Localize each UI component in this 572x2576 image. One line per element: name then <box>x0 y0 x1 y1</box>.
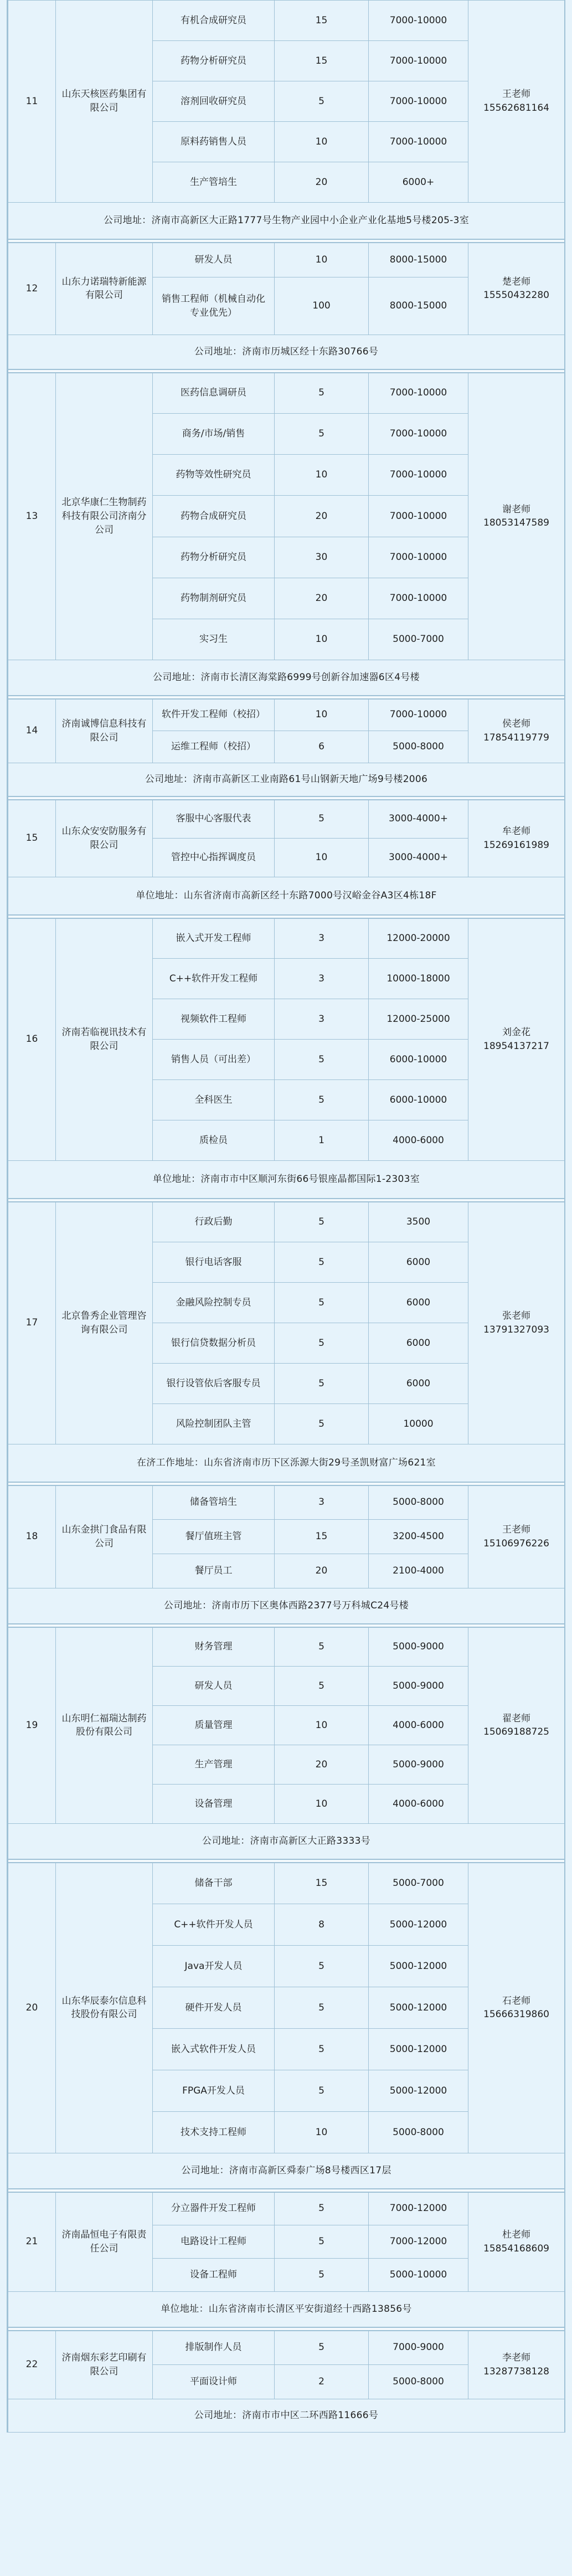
contact-cell <box>468 1627 565 1824</box>
headcount: 5 <box>275 81 369 122</box>
company-address: 公司地址：济南市历下区奥体西路2377号万科城C24号楼 <box>8 1588 565 1624</box>
salary-range: 5000-9000 <box>369 1667 468 1706</box>
salary-range: 5000-8000 <box>369 2365 468 2399</box>
contact-cell <box>468 699 565 763</box>
contact-name: 李老师 <box>502 2352 530 2364</box>
headcount: 15 <box>275 1520 369 1554</box>
salary-range: 5000-12000 <box>369 2029 468 2070</box>
position-title: 餐厅值班主管 <box>153 1520 275 1554</box>
job-row <box>8 1202 565 1242</box>
company-number: 15 <box>8 800 56 877</box>
headcount: 5 <box>275 373 369 414</box>
job-row <box>8 1863 565 1904</box>
job-row <box>8 2192 565 2225</box>
headcount: 5 <box>275 2029 369 2070</box>
company-number: 21 <box>8 2192 56 2292</box>
contact-name: 牟老师 <box>502 826 530 837</box>
address-row <box>8 335 565 369</box>
salary-range: 6000-10000 <box>369 1040 468 1080</box>
contact-phone[interactable]: 13287738128 <box>483 2366 549 2377</box>
contact-name: 王老师 <box>502 1524 530 1536</box>
position-title: 金融风险控制专员 <box>153 1283 275 1323</box>
company-address: 公司地址：济南市高新区舜泰广场8号楼西区17层 <box>8 2153 565 2189</box>
jobs-table-body <box>8 1 565 2433</box>
contact-cell <box>468 1202 565 1444</box>
headcount: 10 <box>275 839 369 877</box>
job-row <box>8 243 565 277</box>
contact-cell <box>468 1 565 203</box>
company-name: 山东华辰泰尔信息科技股份有限公司 <box>56 1863 153 2153</box>
position-title: 药物等效性研究员 <box>153 455 275 496</box>
company-address: 公司地址：济南市高新区工业南路61号山钢新天地广场9号楼2006 <box>8 763 565 796</box>
position-title: 储备管培生 <box>153 1485 275 1520</box>
address-row <box>8 1444 565 1482</box>
company-number: 17 <box>8 1202 56 1444</box>
position-title: 行政后勤 <box>153 1202 275 1242</box>
salary-range: 7000-10000 <box>369 496 468 537</box>
position-title: 餐厅员工 <box>153 1554 275 1588</box>
headcount: 5 <box>275 2331 369 2365</box>
salary-range: 5000-9000 <box>369 1627 468 1667</box>
headcount: 6 <box>275 731 369 763</box>
company-name: 北京华康仁生物制药科技有限公司济南分公司 <box>56 373 153 660</box>
headcount: 5 <box>275 1040 369 1080</box>
headcount: 5 <box>275 2192 369 2225</box>
position-title: 视频软件工程师 <box>153 999 275 1040</box>
salary-range: 7000-10000 <box>369 122 468 162</box>
company-number: 14 <box>8 699 56 763</box>
company-name: 北京鲁秀企业管理咨询有限公司 <box>56 1202 153 1444</box>
position-title: 商务/市场/销售 <box>153 414 275 455</box>
company-number: 22 <box>8 2331 56 2399</box>
headcount: 5 <box>275 1364 369 1404</box>
company-address: 公司地址：济南市高新区大正路1777号生物产业园中小企业产业化基地5号楼205-3室 <box>8 203 565 239</box>
company-name: 山东明仁福瑞达制药股份有限公司 <box>56 1627 153 1824</box>
company-number: 20 <box>8 1863 56 2153</box>
position-title: 硬件开发人员 <box>153 1987 275 2029</box>
job-row <box>8 2331 565 2365</box>
company-name: 济南烟东彩艺印刷有限公司 <box>56 2331 153 2399</box>
position-title: 质检员 <box>153 1120 275 1161</box>
address-row <box>8 877 565 915</box>
company-address: 在济工作地址：山东省济南市历下区泺源大街29号圣凯财富广场621室 <box>8 1444 565 1482</box>
company-address: 单位地址：济南市市中区顺河东街66号银座晶都国际1-2303室 <box>8 1161 565 1199</box>
contact-name: 张老师 <box>502 1310 530 1322</box>
company-name: 山东金拱门食品有限公司 <box>56 1485 153 1588</box>
contact-name: 侯老师 <box>502 718 530 730</box>
headcount: 20 <box>275 496 369 537</box>
headcount: 5 <box>275 1946 369 1987</box>
contact-phone[interactable]: 18053147589 <box>483 517 549 529</box>
salary-range: 7000-10000 <box>369 537 468 578</box>
job-row <box>8 1627 565 1667</box>
company-number: 19 <box>8 1627 56 1824</box>
contact-phone[interactable]: 13791327093 <box>483 1324 549 1335</box>
contact-cell <box>468 1485 565 1588</box>
salary-range: 5000-8000 <box>369 1485 468 1520</box>
position-title: 嵌入式开发工程师 <box>153 918 275 959</box>
headcount: 5 <box>275 414 369 455</box>
salary-range: 7000-10000 <box>369 699 468 731</box>
company-address: 单位地址：山东省济南市高新区经十东路7000号汉峪金谷A3区4栋18F <box>8 877 565 915</box>
job-row <box>8 373 565 414</box>
contact-phone[interactable]: 15069188725 <box>483 1726 549 1738</box>
company-number: 12 <box>8 243 56 335</box>
position-title: 嵌入式软件开发人员 <box>153 2029 275 2070</box>
position-title: 电路设计工程师 <box>153 2225 275 2259</box>
position-title: 研发人员 <box>153 243 275 277</box>
company-number: 13 <box>8 373 56 660</box>
position-title: 分立器件开发工程师 <box>153 2192 275 2225</box>
contact-name: 王老师 <box>502 89 530 100</box>
salary-range: 7000-12000 <box>369 2192 468 2225</box>
salary-range: 3000-4000+ <box>369 839 468 877</box>
salary-range: 8000-15000 <box>369 277 468 335</box>
contact-cell <box>468 1863 565 2153</box>
salary-range: 5000-12000 <box>369 1987 468 2029</box>
headcount: 8 <box>275 1904 369 1946</box>
position-title: 运维工程师（校招） <box>153 731 275 763</box>
contact-name: 谢老师 <box>502 503 530 515</box>
salary-range: 7000-10000 <box>369 1 468 41</box>
position-title: C++软件开发工程师 <box>153 959 275 999</box>
address-row <box>8 203 565 239</box>
contact-phone[interactable]: 18954137217 <box>483 1040 549 1052</box>
salary-range: 5000-8000 <box>369 2112 468 2153</box>
position-title: 设备管理 <box>153 1785 275 1824</box>
headcount: 15 <box>275 1863 369 1904</box>
salary-range: 2100-4000 <box>369 1554 468 1588</box>
headcount: 5 <box>275 800 369 839</box>
position-title: C++软件开发人员 <box>153 1904 275 1946</box>
headcount: 2 <box>275 2365 369 2399</box>
headcount: 10 <box>275 2112 369 2153</box>
salary-range: 3500 <box>369 1202 468 1242</box>
position-title: 实习生 <box>153 619 275 660</box>
contact-name: 杜老师 <box>502 2229 530 2241</box>
position-title: 药物分析研究员 <box>153 537 275 578</box>
salary-range: 5000-8000 <box>369 731 468 763</box>
company-name: 山东众安安防服务有限公司 <box>56 800 153 877</box>
headcount: 3 <box>275 918 369 959</box>
headcount: 5 <box>275 1323 369 1364</box>
position-title: 生产管培生 <box>153 162 275 203</box>
headcount: 30 <box>275 537 369 578</box>
salary-range: 6000-10000 <box>369 1080 468 1120</box>
company-number: 11 <box>8 1 56 203</box>
salary-range: 10000 <box>369 1404 468 1444</box>
headcount: 5 <box>275 1202 369 1242</box>
position-title: FPGA开发人员 <box>153 2070 275 2112</box>
position-title: 全科医生 <box>153 1080 275 1120</box>
contact-name: 楚老师 <box>502 276 530 287</box>
salary-range: 6000+ <box>369 162 468 203</box>
company-address: 单位地址：山东省济南市长清区平安街道经十西路13856号 <box>8 2292 565 2327</box>
contact-cell <box>468 2331 565 2399</box>
headcount: 10 <box>275 1785 369 1824</box>
address-row <box>8 2153 565 2189</box>
salary-range: 7000-10000 <box>369 41 468 81</box>
company-address: 公司地址：济南市高新区大正路3333号 <box>8 1824 565 1859</box>
headcount: 10 <box>275 1706 369 1745</box>
position-title: 设备工程师 <box>153 2259 275 2292</box>
position-title: 银行设管依后客服专员 <box>153 1364 275 1404</box>
headcount: 5 <box>275 1080 369 1120</box>
headcount: 10 <box>275 122 369 162</box>
company-address: 公司地址：济南市市中区二环西路11666号 <box>8 2399 565 2433</box>
position-title: 溶剂回收研究员 <box>153 81 275 122</box>
contact-cell <box>468 918 565 1161</box>
position-title: 财务管理 <box>153 1627 275 1667</box>
address-row <box>8 2399 565 2433</box>
company-address: 公司地址：济南市历城区经十东路30766号 <box>8 335 565 369</box>
position-title: 生产管理 <box>153 1745 275 1785</box>
salary-range: 10000-18000 <box>369 959 468 999</box>
position-title: 管控中心指挥调度员 <box>153 839 275 877</box>
headcount: 5 <box>275 1987 369 2029</box>
contact-phone[interactable]: 15666319860 <box>483 2009 549 2020</box>
address-row <box>8 2292 565 2327</box>
headcount: 15 <box>275 1 369 41</box>
company-address: 公司地址：济南市长清区海棠路6999号创新谷加速器6区4号楼 <box>8 660 565 696</box>
position-title: 药物合成研究员 <box>153 496 275 537</box>
salary-range: 6000 <box>369 1242 468 1283</box>
salary-range: 7000-10000 <box>369 414 468 455</box>
contact-phone[interactable]: 17854119779 <box>483 732 549 743</box>
headcount: 5 <box>275 2225 369 2259</box>
salary-range: 3000-4000+ <box>369 800 468 839</box>
job-listing-table <box>7 0 565 2433</box>
job-row <box>8 800 565 839</box>
headcount: 10 <box>275 455 369 496</box>
position-title: 风险控制团队主管 <box>153 1404 275 1444</box>
salary-range: 4000-6000 <box>369 1706 468 1745</box>
job-row <box>8 699 565 731</box>
salary-range: 5000-12000 <box>369 1904 468 1946</box>
headcount: 3 <box>275 999 369 1040</box>
headcount: 5 <box>275 2070 369 2112</box>
position-title: 有机合成研究员 <box>153 1 275 41</box>
contact-name: 翟老师 <box>502 1713 530 1724</box>
salary-range: 6000 <box>369 1364 468 1404</box>
salary-range: 7000-10000 <box>369 455 468 496</box>
salary-range: 5000-7000 <box>369 1863 468 1904</box>
position-title: 原料药销售人员 <box>153 122 275 162</box>
address-row <box>8 1824 565 1859</box>
headcount: 10 <box>275 243 369 277</box>
salary-range: 8000-15000 <box>369 243 468 277</box>
headcount: 5 <box>275 1242 369 1283</box>
position-title: 研发人员 <box>153 1667 275 1706</box>
position-title: 储备干部 <box>153 1863 275 1904</box>
salary-range: 3200-4500 <box>369 1520 468 1554</box>
headcount: 20 <box>275 1745 369 1785</box>
headcount: 5 <box>275 1627 369 1667</box>
position-title: Java开发人员 <box>153 1946 275 1987</box>
salary-range: 5000-9000 <box>369 1745 468 1785</box>
salary-range: 6000 <box>369 1323 468 1364</box>
contact-phone[interactable]: 15562681164 <box>483 102 549 114</box>
position-title: 销售人员（可出差） <box>153 1040 275 1080</box>
contact-phone[interactable]: 15550432280 <box>483 290 549 301</box>
company-number: 16 <box>8 918 56 1161</box>
salary-range: 5000-12000 <box>369 1946 468 1987</box>
jobs-table <box>8 0 565 2433</box>
position-title: 银行信贷数据分析员 <box>153 1323 275 1364</box>
position-title: 软件开发工程师（校招） <box>153 699 275 731</box>
job-row <box>8 1485 565 1520</box>
salary-range: 12000-25000 <box>369 999 468 1040</box>
salary-range: 12000-20000 <box>369 918 468 959</box>
salary-range: 7000-9000 <box>369 2331 468 2365</box>
company-name: 济南诚博信息科技有限公司 <box>56 699 153 763</box>
headcount: 3 <box>275 1485 369 1520</box>
contact-name: 刘金花 <box>502 1027 530 1038</box>
position-title: 医药信息调研员 <box>153 373 275 414</box>
salary-range: 7000-10000 <box>369 578 468 619</box>
contact-phone[interactable]: 15269161989 <box>483 839 549 851</box>
headcount: 20 <box>275 578 369 619</box>
address-row <box>8 660 565 696</box>
salary-range: 4000-6000 <box>369 1120 468 1161</box>
job-row <box>8 918 565 959</box>
company-number: 18 <box>8 1485 56 1588</box>
position-title: 银行电话客服 <box>153 1242 275 1283</box>
company-name: 济南若临视讯技术有限公司 <box>56 918 153 1161</box>
position-title: 客服中心客服代表 <box>153 800 275 839</box>
contact-name: 石老师 <box>502 1995 530 2007</box>
headcount: 10 <box>275 619 369 660</box>
salary-range: 7000-10000 <box>369 373 468 414</box>
company-name: 山东天核医药集团有限公司 <box>56 1 153 203</box>
position-title: 技术支持工程师 <box>153 2112 275 2153</box>
position-title: 排版制作人员 <box>153 2331 275 2365</box>
salary-range: 5000-10000 <box>369 2259 468 2292</box>
contact-phone[interactable]: 15106976226 <box>483 1538 549 1549</box>
headcount: 5 <box>275 1283 369 1323</box>
address-row <box>8 763 565 796</box>
contact-cell <box>468 2192 565 2292</box>
salary-range: 7000-10000 <box>369 81 468 122</box>
salary-range: 5000-7000 <box>369 619 468 660</box>
salary-range: 7000-12000 <box>369 2225 468 2259</box>
headcount: 5 <box>275 2259 369 2292</box>
contact-cell <box>468 800 565 877</box>
salary-range: 6000 <box>369 1283 468 1323</box>
contact-phone[interactable]: 15854168609 <box>483 2243 549 2254</box>
contact-cell <box>468 373 565 660</box>
headcount: 20 <box>275 1554 369 1588</box>
contact-cell <box>468 243 565 335</box>
position-title: 平面设计师 <box>153 2365 275 2399</box>
headcount: 100 <box>275 277 369 335</box>
headcount: 10 <box>275 699 369 731</box>
job-row <box>8 1 565 41</box>
position-title: 药物制剂研究员 <box>153 578 275 619</box>
company-name: 山东力诺瑞特新能源有限公司 <box>56 243 153 335</box>
headcount: 1 <box>275 1120 369 1161</box>
salary-range: 4000-6000 <box>369 1785 468 1824</box>
headcount: 20 <box>275 162 369 203</box>
position-title: 销售工程师（机械自动化专业优先） <box>153 277 275 335</box>
address-row <box>8 1161 565 1199</box>
headcount: 5 <box>275 1667 369 1706</box>
address-row <box>8 1588 565 1624</box>
position-title: 质量管理 <box>153 1706 275 1745</box>
headcount: 15 <box>275 41 369 81</box>
headcount: 5 <box>275 1404 369 1444</box>
salary-range: 5000-12000 <box>369 2070 468 2112</box>
position-title: 药物分析研究员 <box>153 41 275 81</box>
headcount: 3 <box>275 959 369 999</box>
company-name: 济南晶恒电子有限责任公司 <box>56 2192 153 2292</box>
